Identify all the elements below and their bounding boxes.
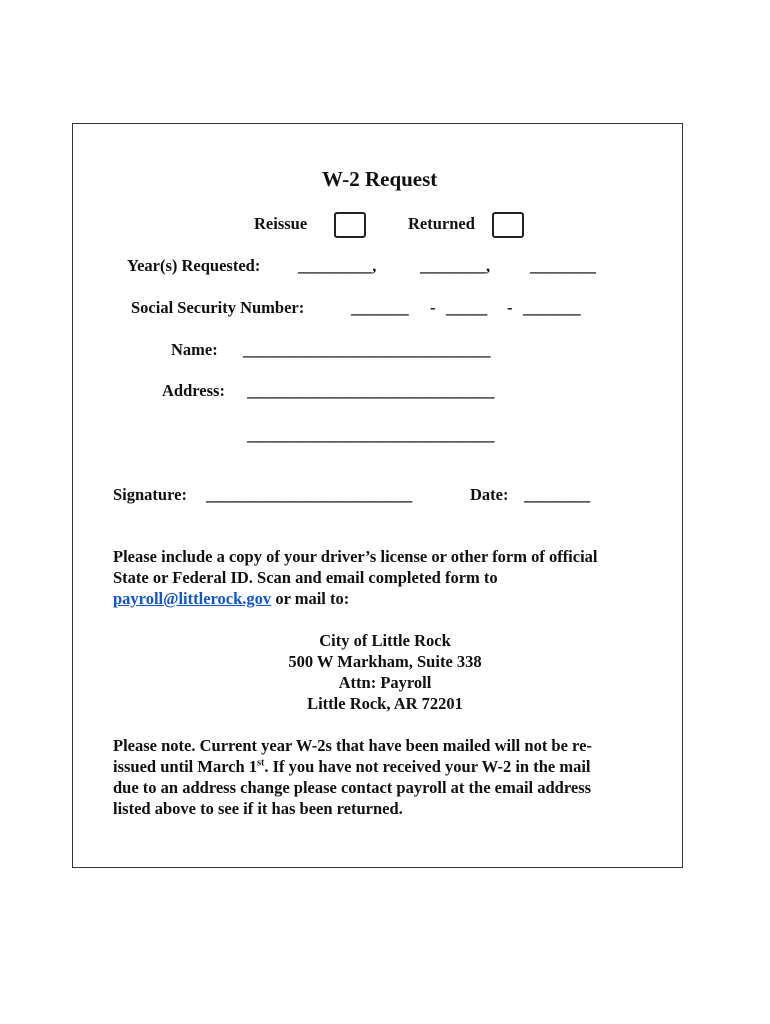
year-field-3[interactable]: ________ (530, 256, 596, 275)
note-line-1: Please note. Current year W-2s that have been mailed will not be re- (113, 736, 592, 755)
mailing-address-line-2: 500 W Markham, Suite 338 (288, 652, 482, 671)
name-label: Name: (171, 340, 218, 359)
instructions-line-1: Please include a copy of your driver’s license or other form of official (113, 547, 598, 566)
mailing-address-line-4: Little Rock, AR 72201 (307, 694, 463, 713)
instructions-line-3-rest: or mail to: (271, 589, 350, 608)
signature-field[interactable]: _________________________ (206, 485, 413, 504)
instructions-line-2: State or Federal ID. Scan and email completed form to (113, 568, 498, 587)
note-line-2-start: issued until March 1 (113, 757, 258, 776)
mailing-address (240, 630, 530, 714)
note-line-3: due to an address change please contact payroll at the email address (113, 778, 592, 797)
ssn-field-3[interactable]: _______ (523, 298, 581, 317)
address-field-1[interactable]: ______________________________ (247, 381, 495, 400)
note-superscript: st (257, 757, 265, 769)
payroll-email-link[interactable]: payroll@littlerock.gov (113, 589, 272, 608)
mailing-address-line-3: Attn: Payroll (338, 673, 432, 692)
reissue-checkbox[interactable] (334, 212, 366, 238)
instructions-paragraph (113, 546, 643, 609)
returned-checkbox[interactable] (492, 212, 524, 238)
date-field[interactable]: ________ (524, 485, 590, 504)
ssn-field-1[interactable]: _______ (351, 298, 409, 317)
year-field-2[interactable]: ________, (420, 256, 491, 275)
signature-label: Signature: (113, 485, 187, 504)
ssn-label: Social Security Number: (131, 298, 305, 317)
date-label: Date: (470, 485, 509, 504)
ssn-field-2[interactable]: _____ (446, 298, 488, 317)
note-line-4: listed above to see if it has been returned. (113, 799, 403, 818)
year-field-1[interactable]: _________, (298, 256, 377, 275)
reissue-label: Reissue (254, 214, 308, 233)
note-paragraph (113, 735, 643, 819)
instructions-line-3 (113, 588, 643, 609)
ssn-separator-2: - (507, 298, 513, 317)
address-field-2[interactable]: ______________________________ (247, 425, 495, 444)
ssn-separator-1: - (430, 298, 436, 317)
name-field[interactable]: ______________________________ (243, 340, 491, 359)
note-line-2 (113, 756, 643, 777)
returned-label: Returned (408, 214, 475, 233)
mailing-address-line-1: City of Little Rock (319, 631, 451, 650)
form-title: W-2 Request (322, 167, 438, 191)
address-label: Address: (162, 381, 225, 400)
note-line-2-end: . If you have not received your W-2 in the mail (264, 757, 591, 776)
years-requested-label: Year(s) Requested: (127, 256, 261, 275)
